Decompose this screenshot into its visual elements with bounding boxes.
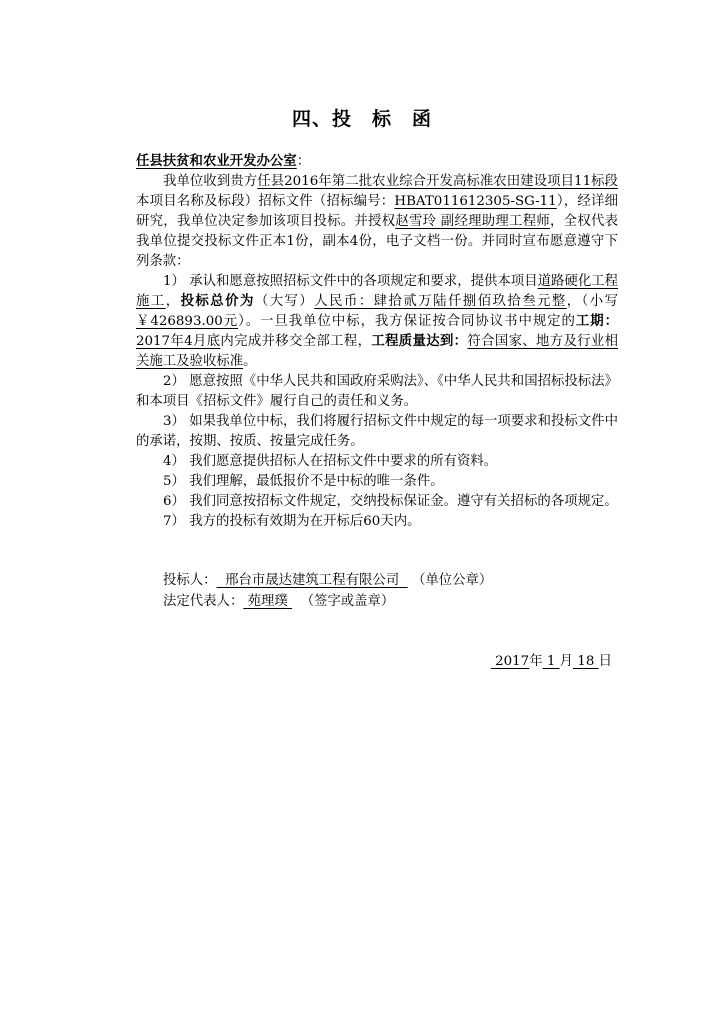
bidder-name: 邢台市晟达建筑工程有限公司 xyxy=(225,573,400,588)
intro-paragraph: 我单位收到贵方任县2016年第二批农业综合开发高标准农田建设项目11标段本项目名称及标段）招标文件（招标编号：HBAT011612305-SG-11），经详细研究，我单位决定参加该项目投标。并授权赵雪玲 副经理助理工程师，全权代表我单位提交投标文件正本1份，副本4份，电子文档一份。并同时宣布愿意遵守下列条款： xyxy=(136,174,619,269)
date-day: 18 xyxy=(577,654,595,669)
letter-body xyxy=(136,152,618,532)
representative-name: 苑理璞 xyxy=(247,594,288,609)
price-upper: 人民币：肆拾贰万陆仟捌佰玖拾叁元整 xyxy=(314,294,567,309)
date-line: 2017年 1 月 18 日 xyxy=(491,652,612,672)
duration-label: 工期： xyxy=(575,314,618,329)
clause-4: 4） 我们愿意提供招标人在招标文件中要求的所有资料。 xyxy=(163,454,498,469)
tender-number: HBAT011612305-SG-11 xyxy=(394,194,557,209)
clause-7: 7） 我方的投标有效期为在开标后60天内。 xyxy=(163,514,421,529)
project-name: 任县2016年第二批农业综合开发高标准农田建设项目11标段 xyxy=(257,174,619,189)
duration: 2017年4月底 xyxy=(136,334,221,349)
bidder-line: 投标人： 邢台市晟达建筑工程有限公司 （单位公章） xyxy=(163,573,493,588)
authorized-person: 赵雪玲 副经理助理工程师 xyxy=(395,214,551,229)
page-title: 四、投 标 函 xyxy=(291,108,432,130)
quality: 符合国家、地方及行业相关施工及验收标准 xyxy=(136,334,619,369)
clause-1: 1） 承认和愿意按照招标文件中的各项规定和要求，提供本项目道路硬化工程施工，投标总价为（大写）人民币：肆拾贰万陆仟捌佰玖拾叁元整，（小写￥426893.00元）。一旦我单位中标，我方保证按合同协议书中规定的工期：2017年4月底内完成并移交全部工程，工程质量达到：符合国家、地方及行业相关施工及验收标准。 xyxy=(136,274,619,369)
price-lower: ￥426893.00元 xyxy=(136,314,239,329)
clause-6: 6） 我们同意按招标文件规定，交纳投标保证金。遵守有关招标的各项规定。 xyxy=(163,494,618,509)
recipient-line: 任县扶贫和农业开发办公室： xyxy=(136,154,311,169)
recipient: 任县扶贫和农业开发办公室 xyxy=(136,154,297,169)
clause-5: 5） 我们理解，最低报价不是中标的唯一条件。 xyxy=(163,474,444,489)
representative-line: 法定代表人： 苑理璞 （签字或盖章） xyxy=(163,594,395,609)
price-label: 投标总价为 xyxy=(180,294,255,309)
clause-2: 2） 愿意按照《中华人民共和国政府采购法》、《中华人民共和国招标投标法》和本项目《招标文件》履行自己的责任和义务。 xyxy=(136,374,618,409)
date-year: 2017 xyxy=(495,654,530,669)
project-type: 道路硬化工程施工 xyxy=(136,274,619,309)
clause-3: 3） 如果我单位中标，我们将履行招标文件中规定的每一项要求和投标文件中的承诺，按期、按质、按量完成任务。 xyxy=(136,414,619,449)
date-month: 1 xyxy=(546,654,556,669)
quality-label: 工程质量达到： xyxy=(371,334,468,349)
